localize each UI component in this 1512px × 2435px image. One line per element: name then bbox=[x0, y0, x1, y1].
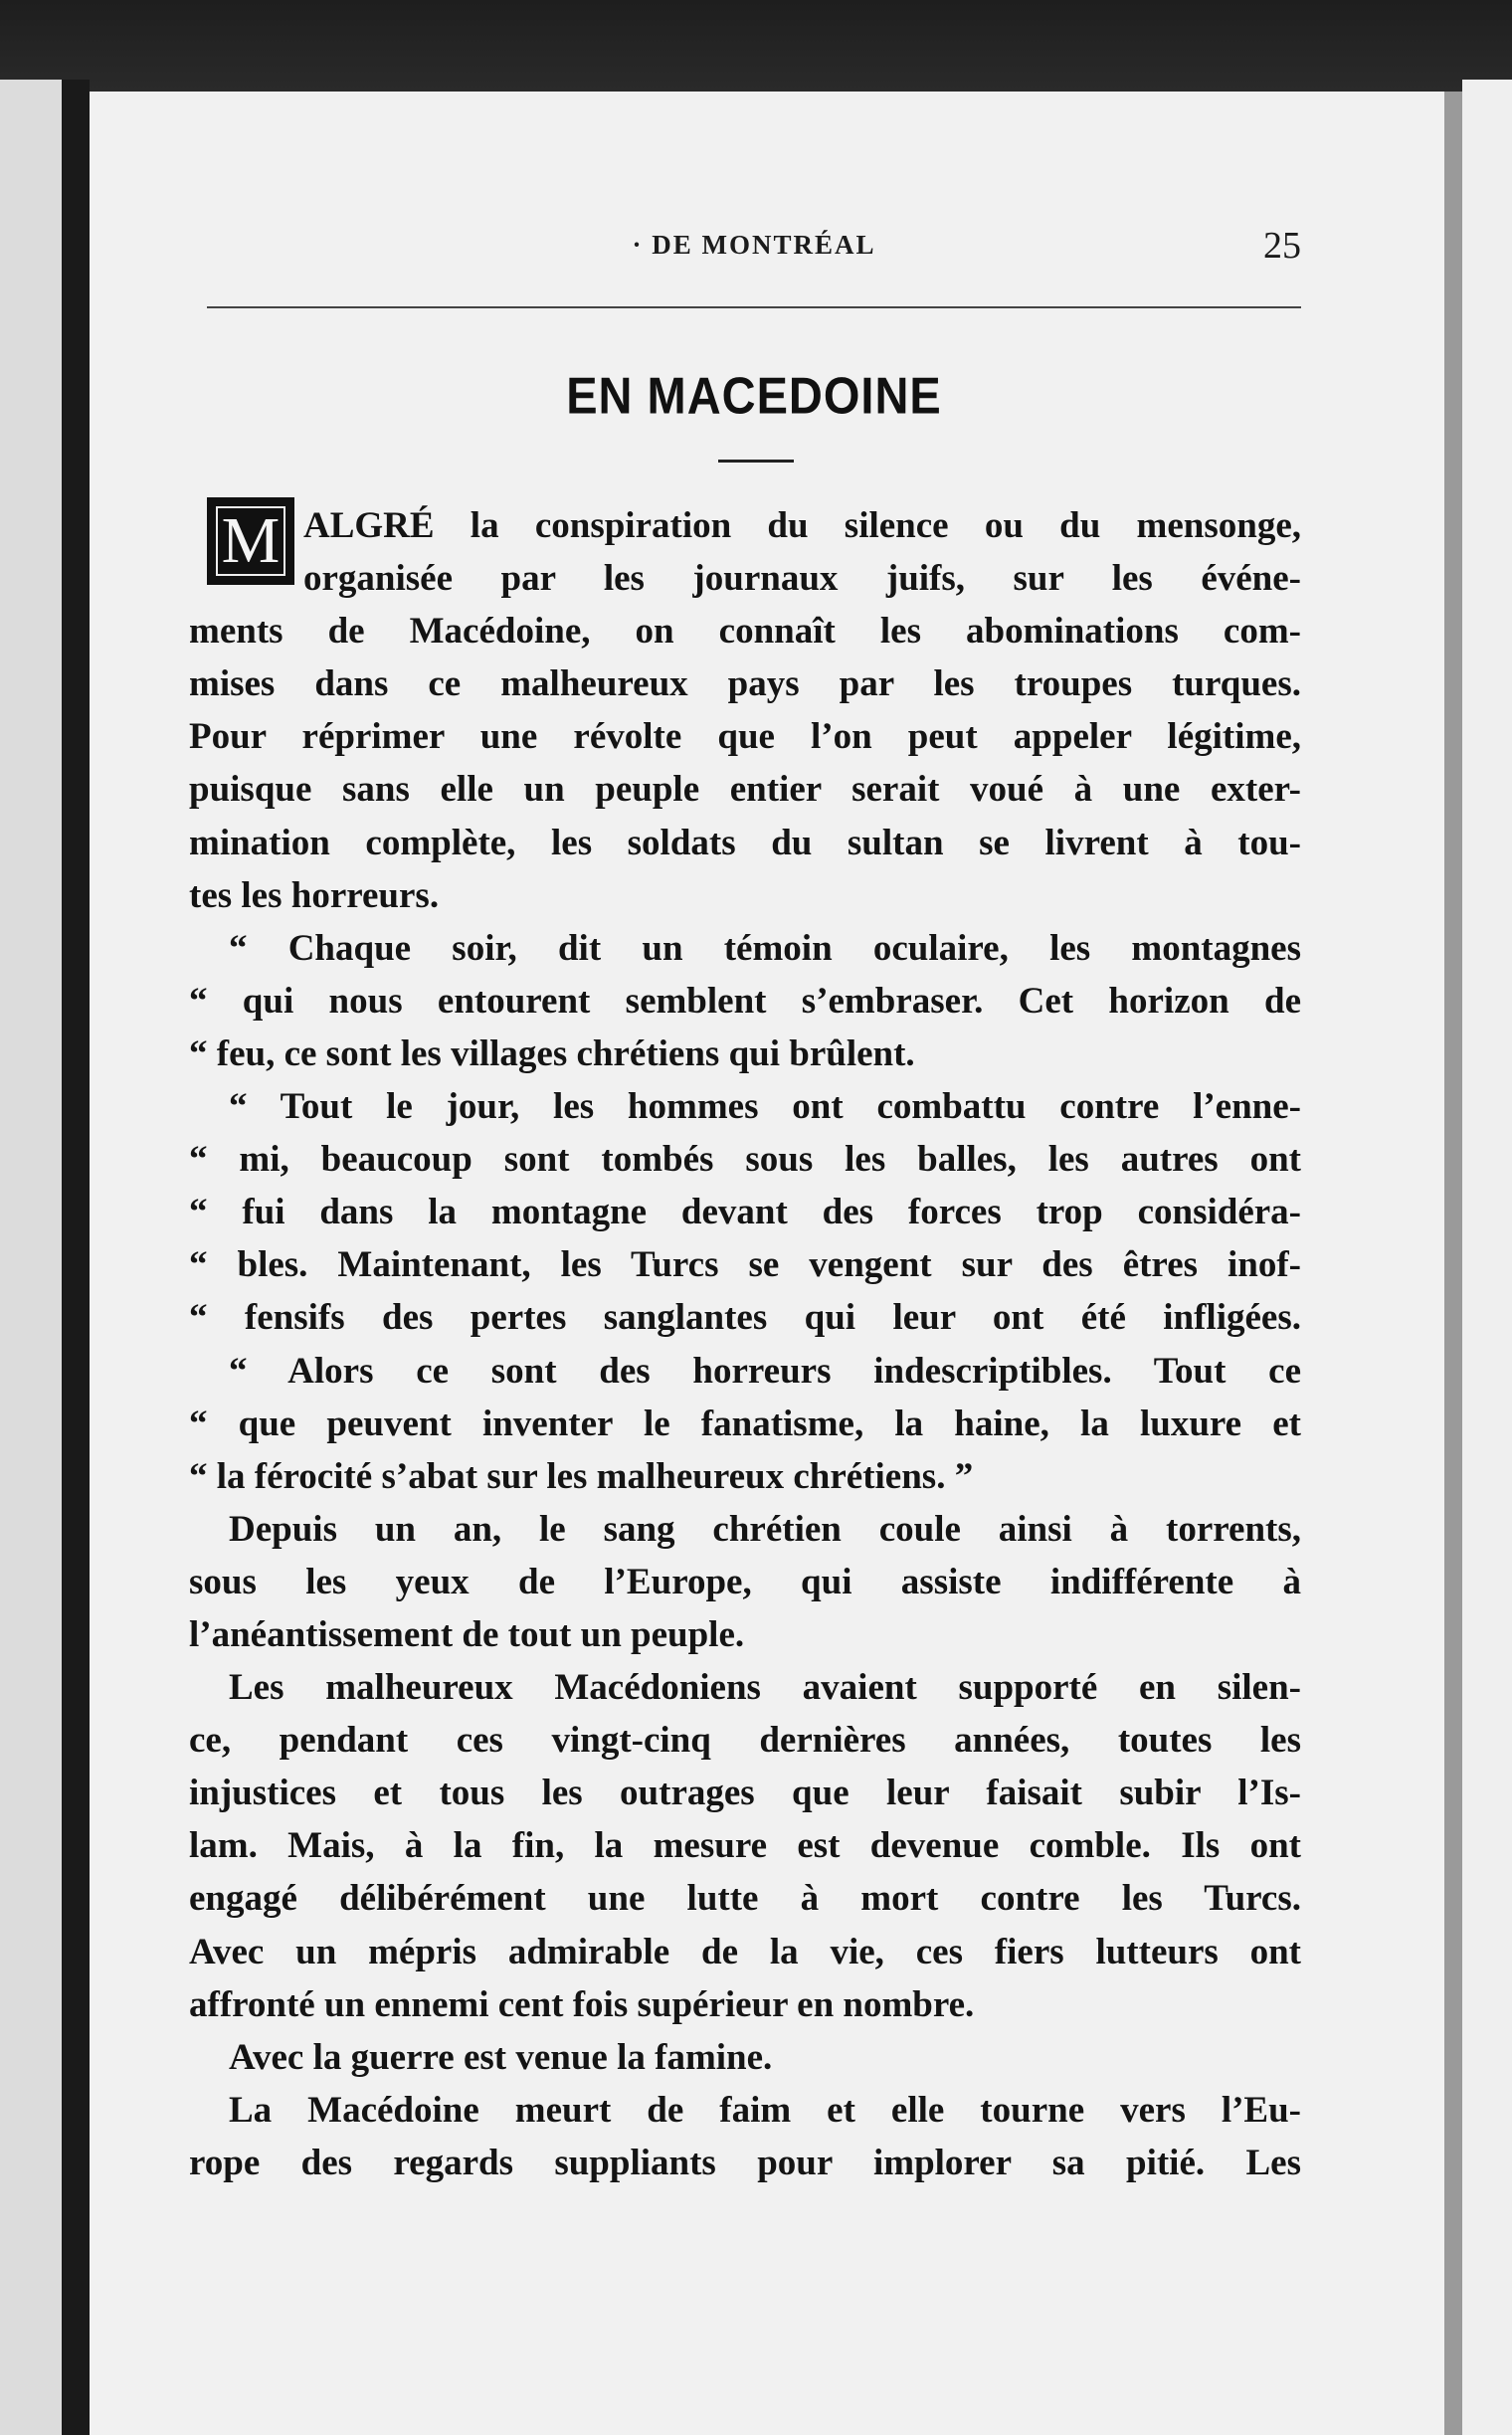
text-line: affronté un ennemi cent fois supérieur en nombre. bbox=[189, 1983, 975, 2025]
running-title: · DE MONTRÉAL bbox=[632, 230, 876, 260]
text-line: “ fui dans la montagne devant des forces trop considéra- bbox=[189, 1192, 1301, 1233]
running-head bbox=[207, 224, 1301, 274]
text-line: Avec un mépris admirable de la vie, ces fiers lutteurs ont bbox=[189, 1931, 1301, 1972]
text-line: ALGRÉ la conspiration du silence ou du mensonge, bbox=[303, 505, 1301, 546]
text-line: l’anéantissement de tout un peuple. bbox=[189, 1613, 745, 1655]
text-line: “ que peuvent inventer le fanatisme, la haine, la luxure et bbox=[189, 1403, 1301, 1444]
text-line: “ Tout le jour, les hommes ont combattu contre l’enne- bbox=[229, 1086, 1301, 1128]
text-line: La Macédoine meurt de faim et elle tourne vers l’Eu- bbox=[229, 2089, 1301, 2131]
text-line: “ feu, ce sont les villages chrétiens qui brûlent. bbox=[189, 1032, 915, 1074]
text-line: rope des regards suppliants pour implorer sa pitié. Les bbox=[189, 2142, 1301, 2183]
text-line: mises dans ce malheureux pays par les troupes turques. bbox=[189, 663, 1301, 705]
text-line: organisée par les journaux juifs, sur les événe- bbox=[303, 558, 1301, 600]
facing-page-edge bbox=[0, 80, 62, 2435]
section-title: EN MACEDOINE bbox=[566, 366, 942, 425]
text-line: Avec la guerre est venue la famine. bbox=[229, 2036, 773, 2078]
text-line: injustices et tous les outrages que leur faisait subir l’Is- bbox=[189, 1773, 1301, 1814]
text-line: Les malheureux Macédoniens avaient supporté en silen- bbox=[229, 1667, 1301, 1709]
text-line: “ la férocité s’abat sur les malheureux chrétiens. ” bbox=[189, 1455, 974, 1497]
page-edge-shadow bbox=[1444, 92, 1462, 2435]
text-line: tes les horreurs. bbox=[189, 874, 440, 916]
text-line: engagé délibérément une lutte à mort contre les Turcs. bbox=[189, 1878, 1301, 1920]
text-line: “ qui nous entourent semblent s’embraser. Cet horizon de bbox=[189, 980, 1301, 1022]
header-rule bbox=[207, 306, 1301, 308]
book-spine bbox=[62, 80, 90, 2435]
text-line: Depuis un an, le sang chrétien coule ainsi à torrents, bbox=[229, 1508, 1301, 1550]
page-number: 25 bbox=[1263, 225, 1301, 267]
text-line: “ Alors ce sont des horreurs indescriptibles. Tout ce bbox=[229, 1350, 1301, 1392]
dropcap-letter: M bbox=[221, 504, 281, 577]
text-line: sous les yeux de l’Europe, qui assiste indifférente à bbox=[189, 1561, 1301, 1602]
text-line: “ fensifs des pertes sanglantes qui leur ont été infligées. bbox=[189, 1297, 1301, 1339]
text-line: lam. Mais, à la fin, la mesure est devenue comble. Ils ont bbox=[189, 1825, 1301, 1867]
text-line: ce, pendant ces vingt-cinq dernières années, toutes les bbox=[189, 1720, 1301, 1762]
text-line: mination complète, les soldats du sultan se livrent à tou- bbox=[189, 822, 1301, 863]
scan-background-right bbox=[1462, 80, 1512, 2435]
text-line: “ Chaque soir, dit un témoin oculaire, les montagnes bbox=[229, 927, 1301, 969]
text-line: “ bles. Maintenant, les Turcs se vengent sur des êtres inof- bbox=[189, 1244, 1301, 1286]
text-line: puisque sans elle un peuple entier serait voué à une exter- bbox=[189, 769, 1301, 811]
text-line: Pour réprimer une révolte que l’on peut appeler légitime, bbox=[189, 716, 1301, 758]
text-line: “ mi, beaucoup sont tombés sous les balles, les autres ont bbox=[189, 1139, 1301, 1181]
text-line: ments de Macédoine, on connaît les abominations com- bbox=[189, 611, 1301, 653]
scan-background-top bbox=[0, 0, 1512, 99]
title-rule bbox=[718, 460, 794, 463]
article-body bbox=[189, 499, 1301, 2189]
